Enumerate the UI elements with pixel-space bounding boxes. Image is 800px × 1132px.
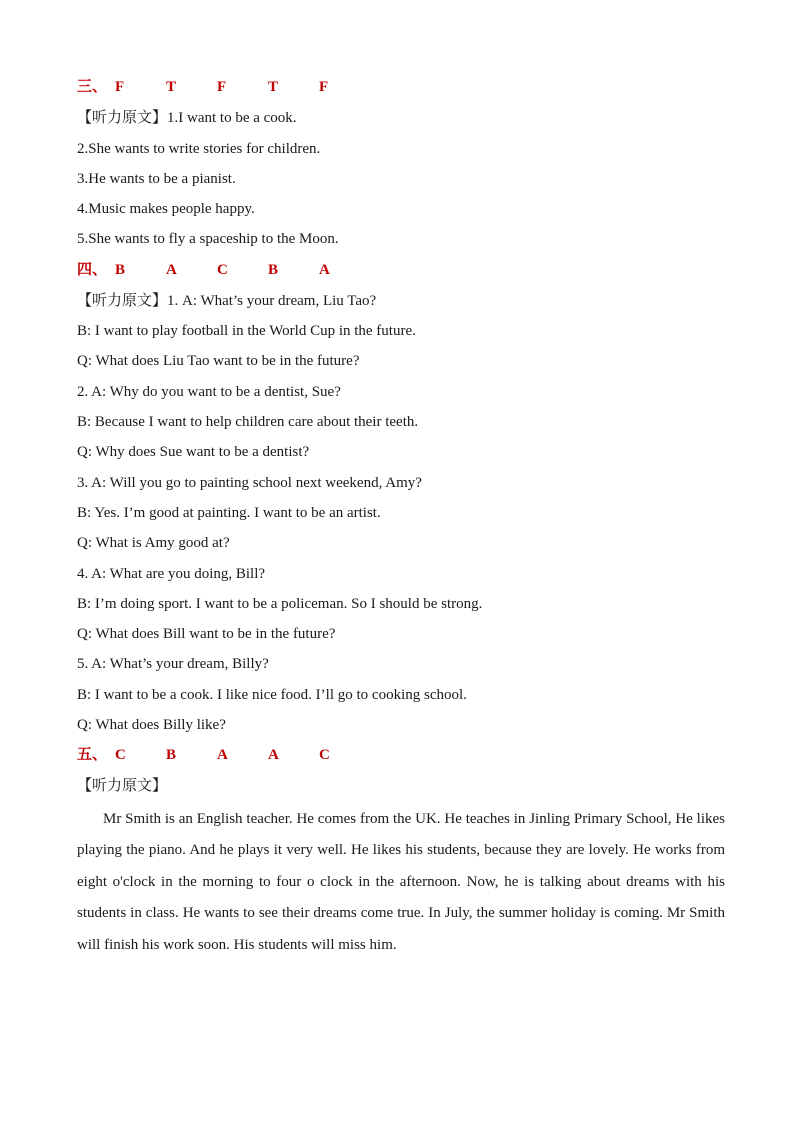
section5-label: 五、 [77, 747, 108, 763]
answer-item: F [319, 79, 329, 95]
transcript-line: 4.Music makes people happy. [77, 201, 255, 217]
transcript-line [77, 292, 376, 310]
transcript-text: 1.I want to be a cook. [167, 110, 297, 126]
answer-item: A [166, 262, 177, 278]
transcript-line: Q: What does Billy like? [77, 717, 226, 733]
transcript-prefix: 【听力原文】 [77, 110, 168, 126]
answer-item: B [268, 262, 279, 278]
transcript-line: 2. A: Why do you want to be a dentist, Sue? [77, 384, 341, 400]
transcript-paragraph: Mr Smith is an English teacher. He comes from the UK. He teaches in Jinling Primary School, He likes playing the piano. And he plays it very well. He likes his students, because they are lovely. He works from eight o'clock in the morning to four o clock in the afternoon. Now, he is talking about dreams with his students in class. He wants to see their dreams come true. In July, the summer holiday is coming. Mr Smith will finish his work soon. His students will miss him. [77, 811, 725, 953]
transcript-line: B: Because I want to help children care about their teeth. [77, 414, 419, 430]
transcript-line: 3. A: Will you go to painting school next weekend, Amy? [77, 475, 422, 491]
answer-item: B [115, 262, 126, 278]
transcript-line: B: I want to play football in the World Cup in the future. [77, 323, 416, 339]
transcript-line: 4. A: What are you doing, Bill? [77, 566, 266, 582]
answer-item: F [217, 79, 227, 95]
transcript-line: 5.She wants to fly a spaceship to the Moon. [77, 231, 339, 247]
transcript-line: Q: Why does Sue want to be a dentist? [77, 444, 310, 460]
answer-item: A [319, 262, 330, 278]
section3-answers [77, 78, 370, 96]
transcript-line: 3.He wants to be a pianist. [77, 171, 236, 187]
transcript-line: Q: What is Amy good at? [77, 535, 230, 551]
section4-label: 四、 [77, 262, 108, 278]
transcript-line: 5. A: What’s your dream, Billy? [77, 656, 269, 672]
answer-item: C [217, 262, 228, 278]
answer-item: T [166, 79, 177, 95]
transcript-line: B: Yes. I’m good at painting. I want to be an artist. [77, 505, 381, 521]
answer-item: C [115, 747, 126, 763]
answer-item: A [217, 747, 228, 763]
section3-label: 三、 [77, 79, 108, 95]
answer-item: B [166, 747, 177, 763]
transcript-line: Q: What does Liu Tao want to be in the future? [77, 353, 360, 369]
transcript-line [77, 109, 297, 127]
section5-answers [77, 746, 370, 764]
transcript-line: Q: What does Bill want to be in the future? [77, 626, 336, 642]
answer-item: C [319, 747, 330, 763]
section4-answers [77, 261, 370, 279]
transcript-line: 2.She wants to write stories for children. [77, 141, 321, 157]
transcript-heading: 【听力原文】 [77, 778, 168, 794]
answer-item: F [115, 79, 125, 95]
transcript-prefix: 【听力原文】 [77, 293, 168, 309]
transcript-line: B: I want to be a cook. I like nice food. I’ll go to cooking school. [77, 687, 467, 703]
transcript-text: 1. A: What’s your dream, Liu Tao? [167, 293, 377, 309]
answer-item: T [268, 79, 279, 95]
transcript-line: B: I’m doing sport. I want to be a policeman. So I should be strong. [77, 596, 483, 612]
answer-item: A [268, 747, 279, 763]
